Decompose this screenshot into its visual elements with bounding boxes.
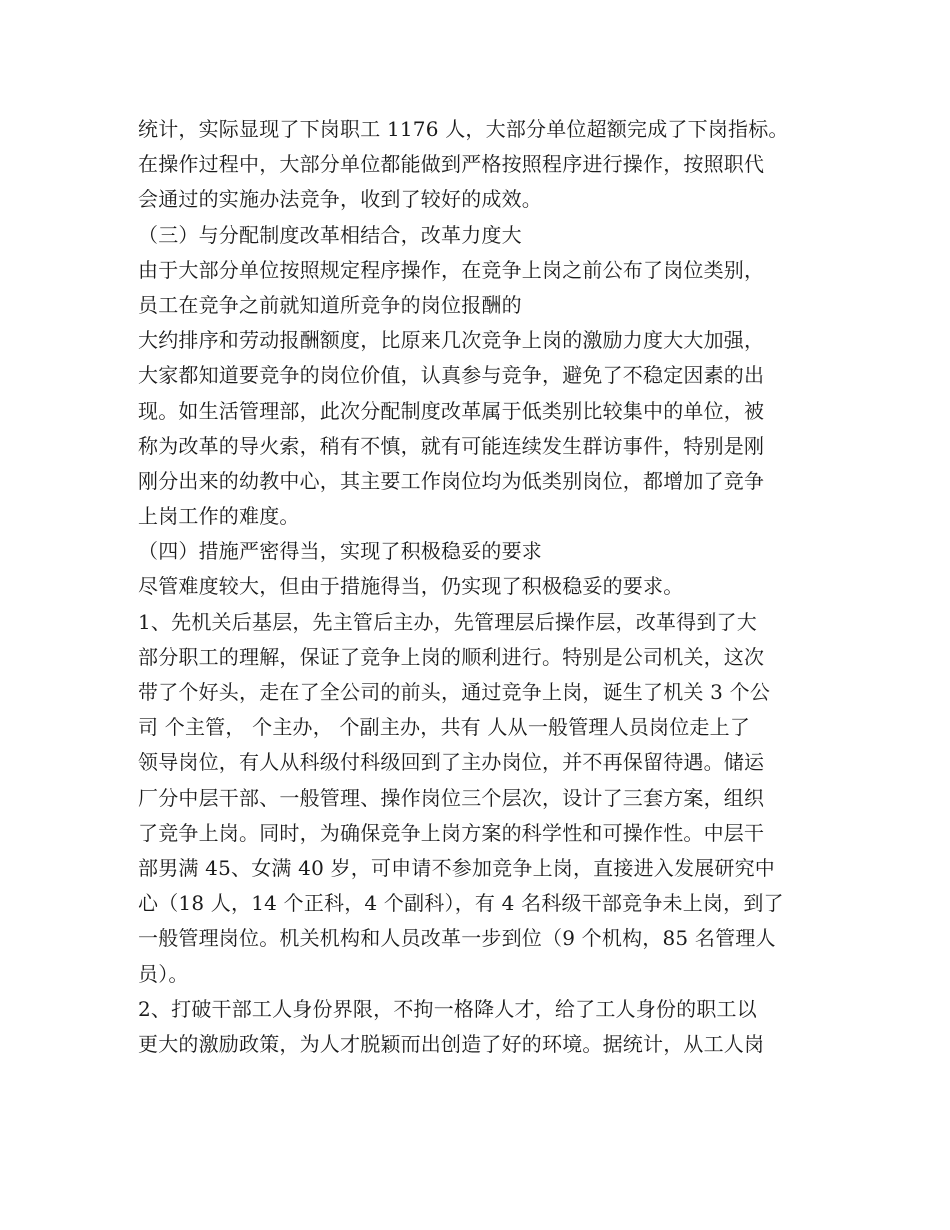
text-line: 统计，实际显现了下岗职工 1176 人，大部分单位超额完成了下岗指标。 xyxy=(138,117,789,141)
text-line: 一般管理岗位。机关机构和人员改革一步到位（9 个机构，85 名管理人 xyxy=(138,926,776,951)
text-line: 心（18 人，14 个正科，4 个副科），有 4 名科级干部竞争未上岗，到了 xyxy=(138,891,784,916)
text-line: 会通过的实施办法竞争，收到了较好的成效。 xyxy=(138,187,542,212)
text-line: 上岗工作的难度。 xyxy=(138,504,300,529)
text-line: 带了个好头，走在了全公司的前头，通过竞争上岗，诞生了机关 3 个公 xyxy=(138,680,771,704)
text-line: 了竞争上岗。同时，为确保竞争上岗方案的科学性和可操作性。中层干 xyxy=(138,820,765,845)
document-body xyxy=(138,112,818,1062)
text-line: 司 个主管， 个主办， 个副主办，共有 人从一般管理人员岗位走上了 xyxy=(138,715,751,740)
text-line: 在操作过程中，大部分单位都能做到严格按照程序进行操作，按照职代 xyxy=(138,152,765,177)
text-line: 员）。 xyxy=(138,961,189,986)
list-item: 2、打破干部工人身份界限，不拘一格降人才，给了工人身份的职工以 xyxy=(138,996,757,1021)
text-line: 称为改革的导火索，稍有不慎，就有可能连续发生群访事件，特别是刚 xyxy=(138,433,765,458)
text-line: 更大的激励政策，为人才脱颖而出创造了好的环境。据统计，从工人岗 xyxy=(138,1031,765,1056)
text-line: 部分职工的理解，保证了竞争上岗的顺利进行。特别是公司机关，这次 xyxy=(138,644,765,669)
text-line: 大约排序和劳动报酬额度，比原来几次竞争上岗的激励力度大大加强， xyxy=(138,328,765,353)
text-line: 大家都知道要竞争的岗位价值，认真参与竞争，避免了不稳定因素的出 xyxy=(138,363,765,388)
text-line: 部男满 45、女满 40 岁，可申请不参加竞争上岗，直接进入发展研究中 xyxy=(138,855,775,880)
text-line: 厂分中层干部、一般管理、操作岗位三个层次，设计了三套方案，组织 xyxy=(138,785,765,810)
text-line: 刚分出来的幼教中心，其主要工作岗位均为低类别岗位，都增加了竞争 xyxy=(138,468,765,493)
list-item: 1、先机关后基层，先主管后主办，先管理层后操作层，改革得到了大 xyxy=(138,609,757,634)
text-line: 领导岗位，有人从科级付科级回到了主办岗位，并不再保留待遇。储运 xyxy=(138,750,765,775)
section-heading: （三）与分配制度改革相结合，改革力度大 xyxy=(138,222,522,247)
text-line: 员工在竞争之前就知道所竞争的岗位报酬的 xyxy=(138,292,522,317)
text-line: 现。如生活管理部，此次分配制度改革属于低类别比较集中的单位，被 xyxy=(138,398,765,423)
section-heading: （四）措施严密得当，实现了积极稳妥的要求 xyxy=(138,539,542,564)
text-line: 尽管难度较大，但由于措施得当，仍实现了积极稳妥的要求。 xyxy=(138,574,684,599)
text-line: 由于大部分单位按照规定程序操作，在竞争上岗之前公布了岗位类别， xyxy=(138,257,765,282)
